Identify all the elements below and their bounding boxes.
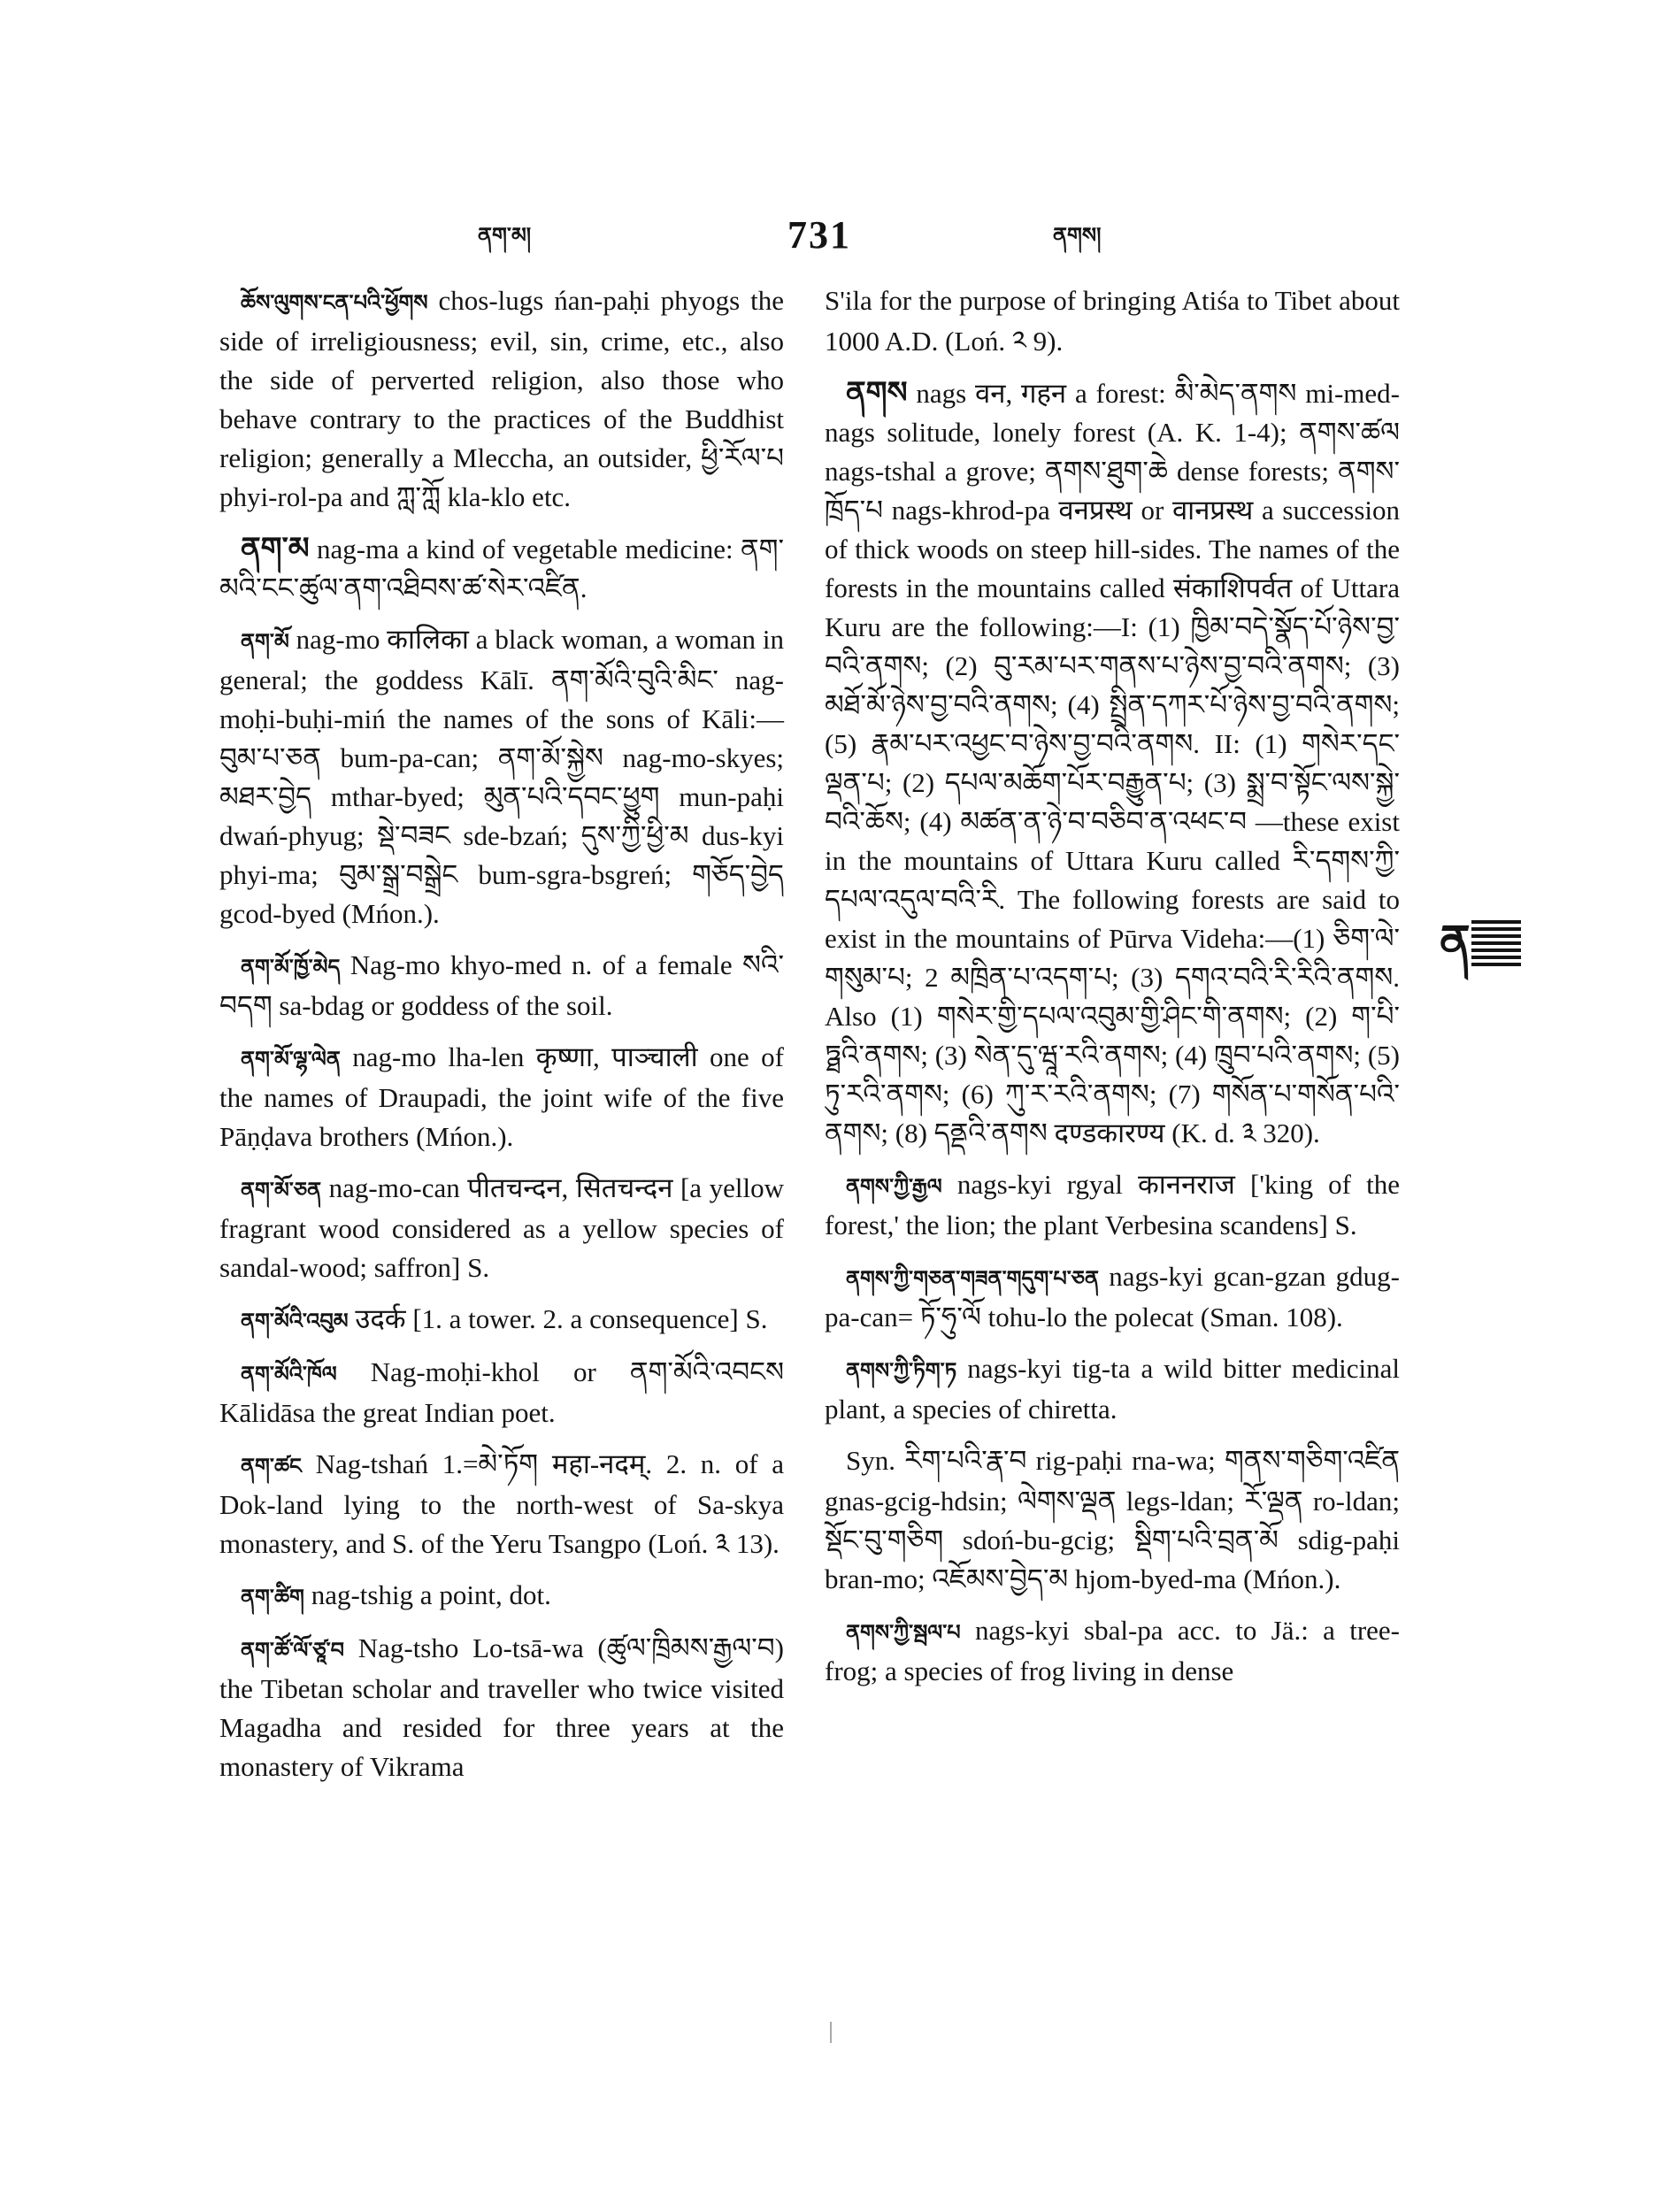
entry-headword: ནག་མ	[241, 531, 310, 566]
dictionary-entry	[219, 946, 784, 1025]
dictionary-entry	[219, 1169, 784, 1287]
dictionary-entry	[825, 1611, 1400, 1691]
dictionary-entry-continuation	[825, 281, 1400, 361]
entry-body: nag-mo-can पीतचन्दन, सितचन्दन [a yellow fragrant wood considered as a yellow species of sandal-wood; saffron] S.	[219, 1172, 784, 1283]
entry-body: nags वन, गहन a forest: མི་མེད་ནགས mi-med-nags solitude, lonely forest (A. K. 1-4); ནགས་ཚལ nags-tshal a grove; ནགས་ཐུག་ཆེ dense forests; ནགས་ཁྲོད་པ nags-khrod-pa वनप्रस्थ or वानप्रस्थ a succession of thick woods on steep hill-sides. The names of the forests in the mountains called संकाशिपर्वत of Uttara Kuru are the following:—I: (1) ཁྱིམ་བདེ་སྣོད་པོ་ཉེས་བྱ་བའི་ནགས; (2) བུ་རམ་པར་གནས་པ་ཉེས་བྱ་བའི་ནགས; (3) མཐོ་མོ་ཉེས་བྱ་བའི་ནགས; (4) སྤྲིན་དཀར་པོ་ཉེས་བྱ་བའི་ནགས; (5) རྣམ་པར་འཕྱང་བ་ཉེས་བྱ་བའི་ནགས. II: (1) གསེར་དང་ལྡན་པ; (2) དཔལ་མཆོག་པོར་བརྒྱུན་པ; (3) སྨྲ་བ་སྟོང་ལས་སྐྱེ་བའི་ཆོས; (4) མཚན་ན་ཉེ་བ་བཅིབ་ན་འཕང་བ —these exist in the mountains of Uttara Kuru called རི་དགས་ཀྱི་དཔལ་འདུལ་བའི་རི. The following forests are said to exist in the mountains of Pūrva Videha:—(1) ཅིག་ལེ་གསུམ་པ; 2 མཁྲིན་པ་འདག་པ; (3) དགའ་བའི་རི་རིའི་ནགས. Also (1) གསེར་གྱི་དཔལ་འབུམ་གྱི་ཤིང་གི་ནགས; (2) ག་པི་ཏྠའི་ནགས; (3) སེན་དུ་ཝཱ་རའི་ནགས; (4) ཁྲུབ་པའི་ནགས; (5) ཏུ་རའི་ནགས; (6) ཀུ་ར་རའི་ནགས; (7) གསོན་པ་གསོན་པའི་ནགས; (8) དནྡའི་ནགས दण्डकारण्य (K. d. ༣ 320).	[825, 378, 1400, 1148]
entry-body: nags-kyi tig-ta a wild bitter medicinal plant, a species of chiretta.	[825, 1353, 1400, 1425]
entry-body: Nag-tsho Lo-tsā-wa (ཚུལ་ཁྲིམས་རྒྱལ་བ) the Tibetan scholar and traveller who twice visited Magadha and resided for three years at the monastery of Vikrama	[219, 1632, 784, 1782]
dictionary-entry	[825, 1441, 1400, 1599]
thumb-index-glyph: ན	[1440, 916, 1471, 969]
entry-headword: ནག་ཚོ་ལོ་ཙཱ་བ	[241, 1638, 345, 1663]
entry-body: nag-ma a kind of vegetable medicine: ནག་མའི་ངང་ཚུལ་ནག་འཐིབས་ཚ་སེར་འཛིན.	[219, 534, 784, 603]
entry-body: Nag-mo khyo-med n. of a female སའི་བདག sa-bdag or goddess of the soil.	[219, 949, 784, 1021]
entry-body: S'ila for the purpose of bringing Atiśa to Tibet about 1000 A.D. (Loń. ༢ 9).	[825, 285, 1400, 357]
dictionary-entry	[219, 529, 784, 608]
entry-body: nags-kyi sbal-pa acc. to Jä.: a tree-frog; a species of frog living in dense	[825, 1615, 1400, 1686]
dictionary-entry	[219, 1629, 784, 1786]
dictionary-entry	[219, 1353, 784, 1432]
entry-body: Syn. རིག་པའི་རྣ་བ rig-paḥi rna-wa; གནས་གཅིག་འཛིན gnas-gcig-hdsin; ལེགས་ལྡན legs-ldan; རོ་ལྡན ro-ldan; སྡོང་བུ་གཅིག sdoń-bu-gcig; སྡིག་པའི་བྲན་མོ sdig-paḥi bran-mo; འཇོམས་བྱེད་མ hjom-byed-ma (Mńon.).	[825, 1445, 1400, 1594]
entry-body: nags-kyi gcan-gzan gdug-pa-can= ཏོ་ཧུ་ལོ tohu-lo the polecat (Sman. 108).	[825, 1261, 1400, 1333]
left-column	[219, 281, 784, 1799]
dictionary-entry	[219, 1038, 784, 1156]
entry-headword: ནགས	[846, 375, 908, 411]
entry-headword: ནག་མོའི་འབུམ	[241, 1309, 349, 1333]
page-mark	[830, 2022, 832, 2043]
header-right-word: ནགས།	[1053, 223, 1102, 248]
dictionary-entry	[219, 281, 784, 517]
entry-body: nag-mo कालिका a black woman, a woman in general; the goddess Kālī. ནག་མོའི་བུའི་མིང་ nag-moḥi-buḥi-miń the names of the sons of Kāli:—བུམ་པ་ཅན bum-pa-can; ནག་མོ་སྐྱེས nag-mo-skyes; མཐར་བྱེད mthar-byed; མུན་པའི་དབང་ཕྱུག mun-paḥi dwań-phyug; སྡེ་བཟང sde-bzań; དུས་ཀྱི་ཕྱི་མ dus-kyi phyi-ma; བུམ་སྒྲ་བསྒྲེང bum-sgra-bsgreń; གཅོད་བྱེད gcod-byed (Mńon.).	[219, 624, 784, 929]
entry-headword: ནག་མོའི་ཁོལ	[241, 1362, 337, 1386]
entry-headword: ནགས་ཀྱི་གཅན་གཟན་གདུག་པ་ཅན	[846, 1266, 1100, 1291]
thumb-index-bars	[1471, 920, 1521, 968]
thumb-index-tab	[1440, 915, 1521, 973]
dictionary-entry	[219, 1300, 784, 1340]
entry-body: Nag-tshań 1.=མེ་ཏོག महा-नदम्. 2. n. of a Dok-land lying to the north-west of Sa-skya monastery, and S. of the Yeru Tsangpo (Loń. ༣ 13).	[219, 1448, 784, 1559]
entry-headword: ནག་ཚིག	[241, 1585, 304, 1609]
dictionary-entry	[825, 1257, 1400, 1337]
dictionary-entry	[219, 1576, 784, 1617]
entry-headword: ནག་མོ་ལྷ་ལེན	[241, 1047, 341, 1071]
entry-body: chos-lugs ńan-paḥi phyogs the side of irreligiousness; evil, sin, crime, etc., also the side of perverted religion, also those who behave contrary to the practices of the Buddhist religion; generally a Mleccha, an outsider, ཕྱི་རོལ་པ phyi-rol-pa and ཀླ་ཀློ kla-klo etc.	[219, 285, 784, 512]
right-column	[825, 281, 1400, 1703]
running-header	[0, 212, 1659, 265]
entry-body: उदर्क [1. a tower. 2. a consequence] S.	[348, 1303, 768, 1334]
entry-headword: ནག་མོ་ཅན	[241, 1178, 322, 1202]
entry-headword: ནགས་ཀྱི་ཏིག་ཏ	[846, 1358, 957, 1383]
entry-headword: ནགས་ཀྱི་རྒྱལ	[846, 1174, 942, 1199]
header-left-word: ནག་མ།	[478, 223, 532, 248]
entry-body: nags-kyi rgyal काननराज ['king of the forest,' the lion; the plant Verbesina scandens] S.	[825, 1169, 1400, 1240]
dictionary-entry	[219, 1445, 784, 1563]
page-number: 731	[787, 213, 851, 257]
entry-headword: ནགས་ཀྱི་སྦལ་པ	[846, 1620, 961, 1645]
dictionary-entry	[219, 620, 784, 933]
entry-headword: ནག་མོ་ཁྱོ་མེད	[241, 955, 341, 979]
dictionary-entry	[825, 1349, 1400, 1429]
dictionary-entry	[825, 373, 1400, 1153]
dictionary-entry	[825, 1165, 1400, 1245]
entry-headword: ཆོས་ལུགས་ངན་པའི་ཕྱོགས	[241, 290, 428, 315]
entry-body: nag-tshig a point, dot.	[303, 1579, 551, 1610]
entry-headword: ནག་ཚང	[241, 1454, 302, 1479]
entry-headword: ནག་མོ	[241, 629, 289, 654]
entry-body: nag-mo lha-len कृष्णा, पाञ्चाली one of the names of Draupadi, the joint wife of the five Pāṇḍava brothers (Mńon.).	[219, 1041, 784, 1152]
entry-body: Nag-moḥi-khol or ནག་མོའི་འབངས Kālidāsa the great Indian poet.	[219, 1356, 784, 1428]
